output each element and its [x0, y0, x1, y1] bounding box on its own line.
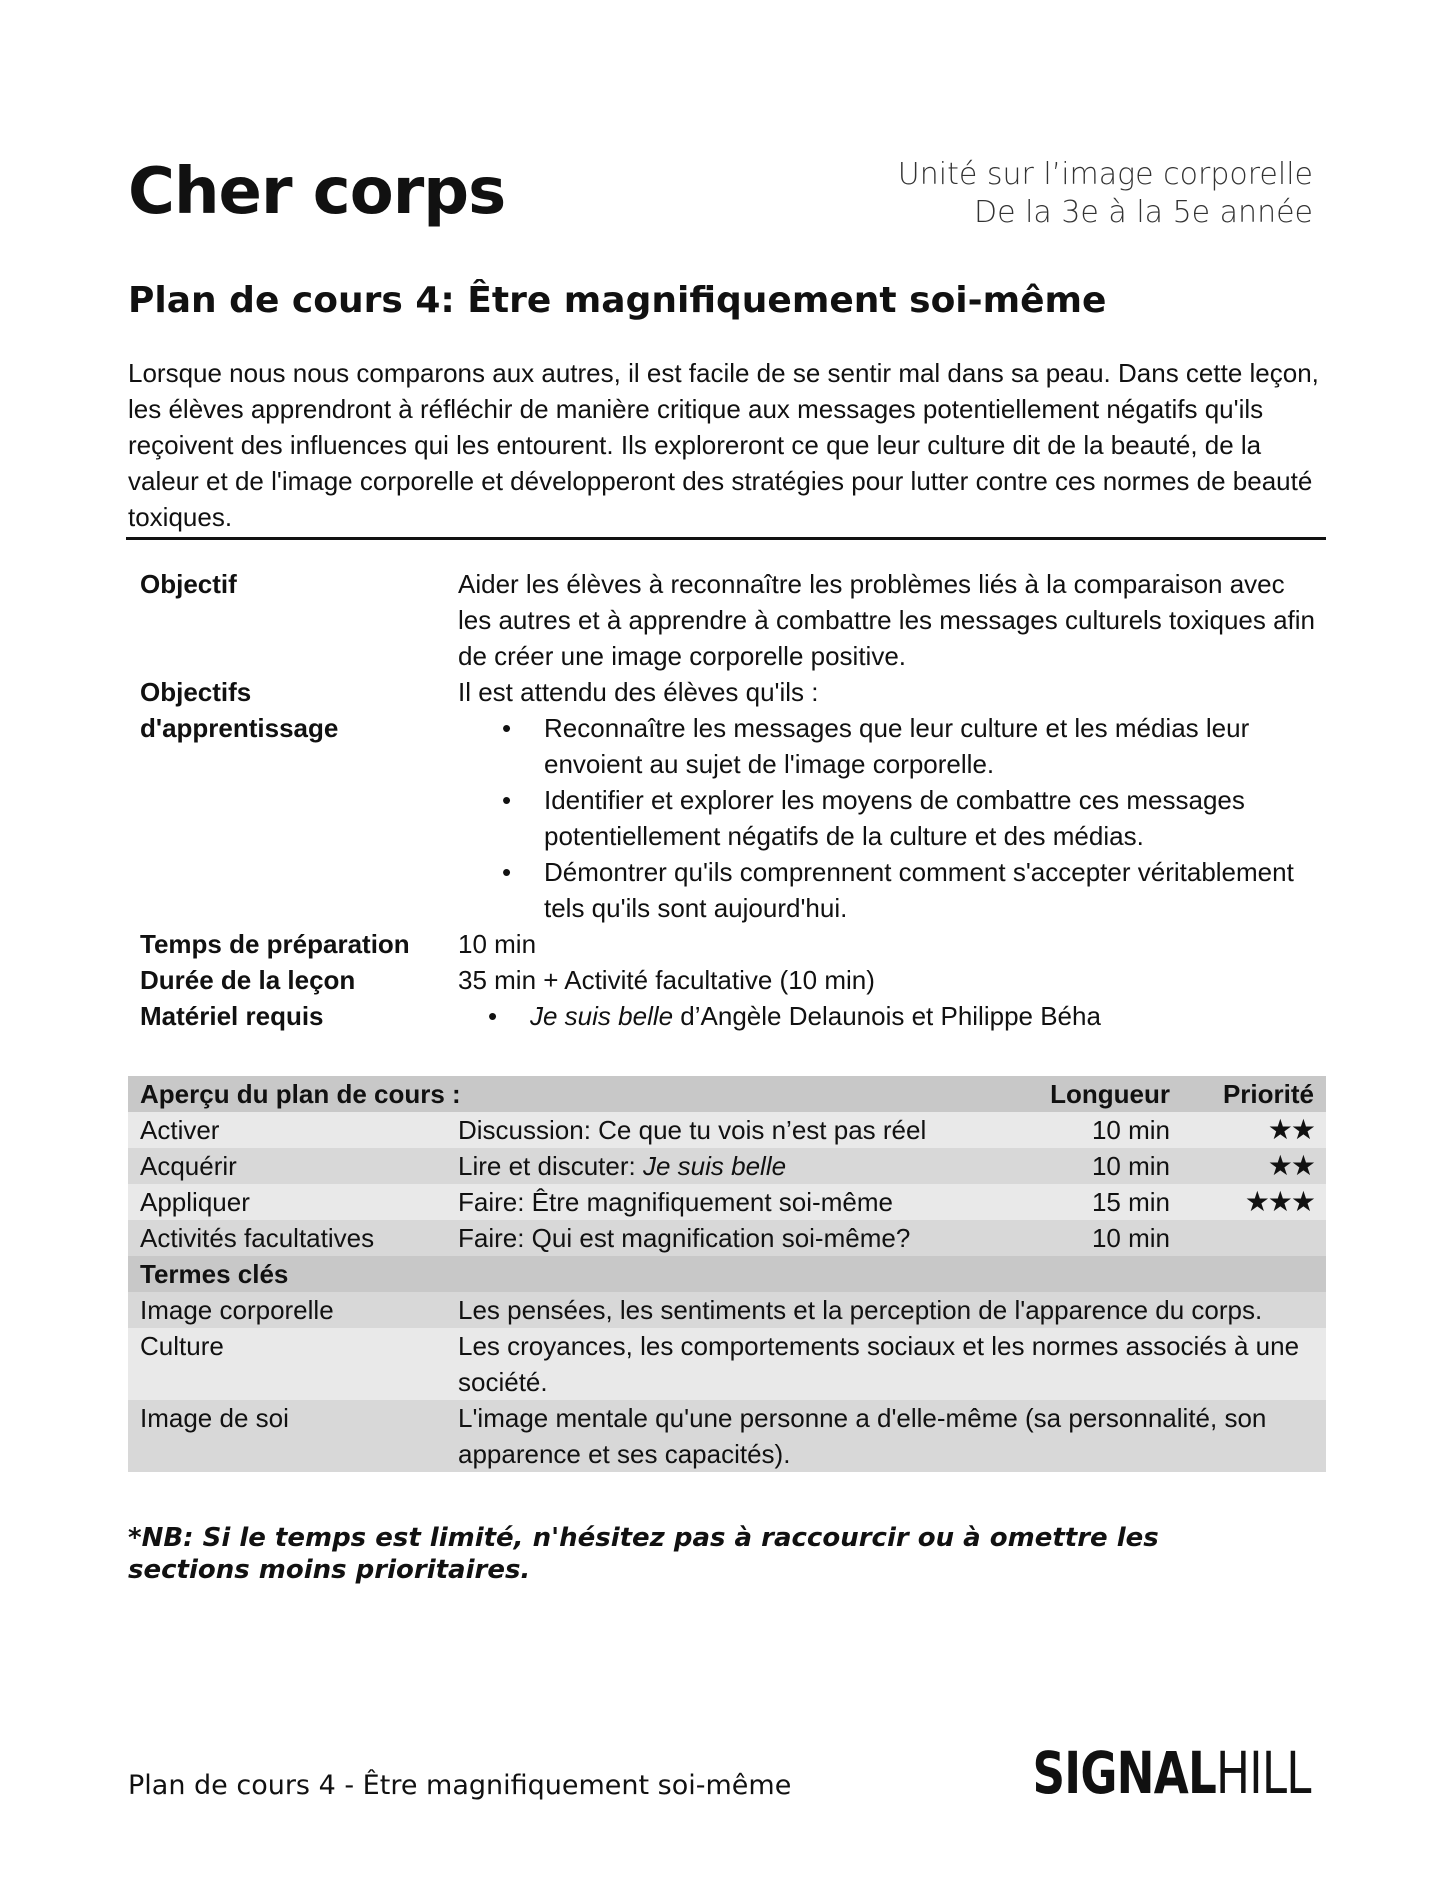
priority-stars: ★★	[1267, 1150, 1314, 1181]
length-cell: 10 min	[1091, 1151, 1170, 1181]
learning-objectives-row	[140, 674, 1320, 926]
activity-cell: Faire: Qui est magnification soi-même?	[458, 1223, 911, 1253]
term-cell: Culture	[140, 1331, 224, 1361]
learning-objectives-value	[458, 674, 1320, 926]
activity-cell: Faire: Être magnifiquement soi-même	[458, 1187, 893, 1217]
lesson-title: Plan de cours 4: Être magnifiquement soi-même	[128, 280, 1107, 321]
intro-paragraph: Lorsque nous nous comparons aux autres, il est facile de se sentir mal dans sa peau. Dans cette leçon, les élèves apprendront à réfléchir de manière critique aux messages potentiellement négatifs qu'ils reçoivent des influences qui les entourent. Ils exploreront ce que leur culture dit de la beauté, de la valeur et de l'image corporelle et développeront des stratégies pour lutter contre ces normes de beauté toxiques.	[128, 358, 1319, 532]
materials-list	[458, 998, 1320, 1034]
objective-value: Aider les élèves à reconnaître les problèmes liés à la comparaison avec les autres et à apprendre à combattre les messages culturels toxiques afin de créer une image corporelle positive.	[458, 569, 1316, 671]
table-row	[128, 1112, 1326, 1148]
materials-label: Matériel requis	[140, 1001, 324, 1031]
document-title: Cher corps	[128, 155, 506, 229]
table-row	[128, 1148, 1326, 1184]
unit-line-1: Unité sur l’image corporelle	[897, 157, 1313, 192]
activity-prefix: Lire et discuter:	[458, 1151, 643, 1181]
list-item: • Reconnaître les messages que leur culture et les médias leur envoient au sujet de l'image corporelle.	[458, 710, 1320, 782]
learning-objectives-label	[140, 674, 458, 926]
table-row	[128, 1184, 1326, 1220]
unit-subtitle	[898, 156, 1313, 232]
footer-lesson-name: Plan de cours 4 - Être magnifiquement soi-même	[128, 1770, 792, 1801]
logo-bold-part: SIGNAL	[1032, 1739, 1217, 1807]
lesson-overview-table	[128, 1076, 1326, 1472]
signalhill-logo	[1032, 1739, 1311, 1807]
materials-value	[458, 998, 1320, 1034]
footnote: *NB: Si le temps est limité, n'hésitez pas à raccourcir ou à omettre les sections moins prioritaires.	[128, 1523, 1159, 1585]
definition-cell: Les croyances, les comportements sociaux et les normes associés à une société.	[458, 1331, 1300, 1397]
priority-stars	[1182, 1220, 1326, 1256]
phase-cell: Activités facultatives	[140, 1223, 375, 1253]
phase-cell: Appliquer	[140, 1187, 250, 1217]
table-row	[128, 1292, 1326, 1328]
length-cell: 10 min	[1091, 1115, 1170, 1145]
learning-objectives-list	[458, 710, 1320, 926]
duration-row	[140, 962, 1320, 998]
learning-label-line-1: Objectifs	[140, 677, 252, 707]
priority-stars: ★★★	[1244, 1186, 1314, 1217]
divider	[126, 537, 1326, 540]
priority-header: Priorité	[1222, 1079, 1314, 1109]
list-item	[458, 998, 1320, 1034]
table-row	[128, 1220, 1326, 1256]
table-row	[128, 1400, 1326, 1472]
prep-time-row	[140, 926, 1320, 962]
unit-line-2: De la 3e à la 5e année	[973, 195, 1313, 230]
length-cell: 10 min	[1091, 1223, 1170, 1253]
lesson-metadata	[140, 566, 1320, 1034]
learning-intro: Il est attendu des élèves qu'ils :	[458, 677, 819, 707]
table-row	[128, 1328, 1326, 1400]
phase-cell: Acquérir	[140, 1151, 237, 1181]
book-title: Je suis belle	[642, 1151, 787, 1181]
prep-time-value: 10 min	[458, 929, 537, 959]
term-cell: Image de soi	[140, 1403, 289, 1433]
duration-label: Durée de la leçon	[140, 965, 356, 995]
length-header: Longueur	[1050, 1079, 1170, 1109]
materials-row	[140, 998, 1320, 1034]
list-item: • Identifier et explorer les moyens de combattre ces messages potentiellement négatifs de la culture et des médias.	[458, 782, 1320, 854]
objective-row	[140, 566, 1320, 674]
term-cell: Image corporelle	[140, 1295, 334, 1325]
overview-header: Aperçu du plan de cours :	[140, 1079, 461, 1109]
duration-value: 35 min + Activité facultative (10 min)	[458, 965, 875, 995]
objective-label: Objectif	[140, 569, 237, 599]
key-terms-header-row	[128, 1256, 1326, 1292]
activity-cell: Discussion: Ce que tu vois n’est pas réel	[458, 1115, 927, 1145]
key-terms-header: Termes clés	[140, 1259, 289, 1289]
book-authors: d’Angèle Delaunois et Philippe Béha	[673, 1001, 1101, 1031]
definition-cell: Les pensées, les sentiments et la perception de l'apparence du corps.	[458, 1295, 1263, 1325]
learning-label-line-2: d'apprentissage	[140, 713, 339, 743]
prep-time-label: Temps de préparation	[140, 929, 410, 959]
overview-header-row	[128, 1076, 1326, 1112]
definition-cell: L'image mentale qu'une personne a d'elle-même (sa personnalité, son apparence et ses capacités).	[458, 1403, 1267, 1469]
book-title: Je suis belle	[530, 1001, 674, 1031]
priority-stars: ★★	[1267, 1114, 1314, 1145]
length-cell: 15 min	[1091, 1187, 1170, 1217]
activity-cell	[446, 1148, 1008, 1184]
list-item: • Démontrer qu'ils comprennent comment s'accepter véritablement tels qu'ils sont aujourd'hui.	[458, 854, 1320, 926]
logo-thin-part: HILL	[1216, 1739, 1311, 1807]
phase-cell: Activer	[140, 1115, 220, 1145]
